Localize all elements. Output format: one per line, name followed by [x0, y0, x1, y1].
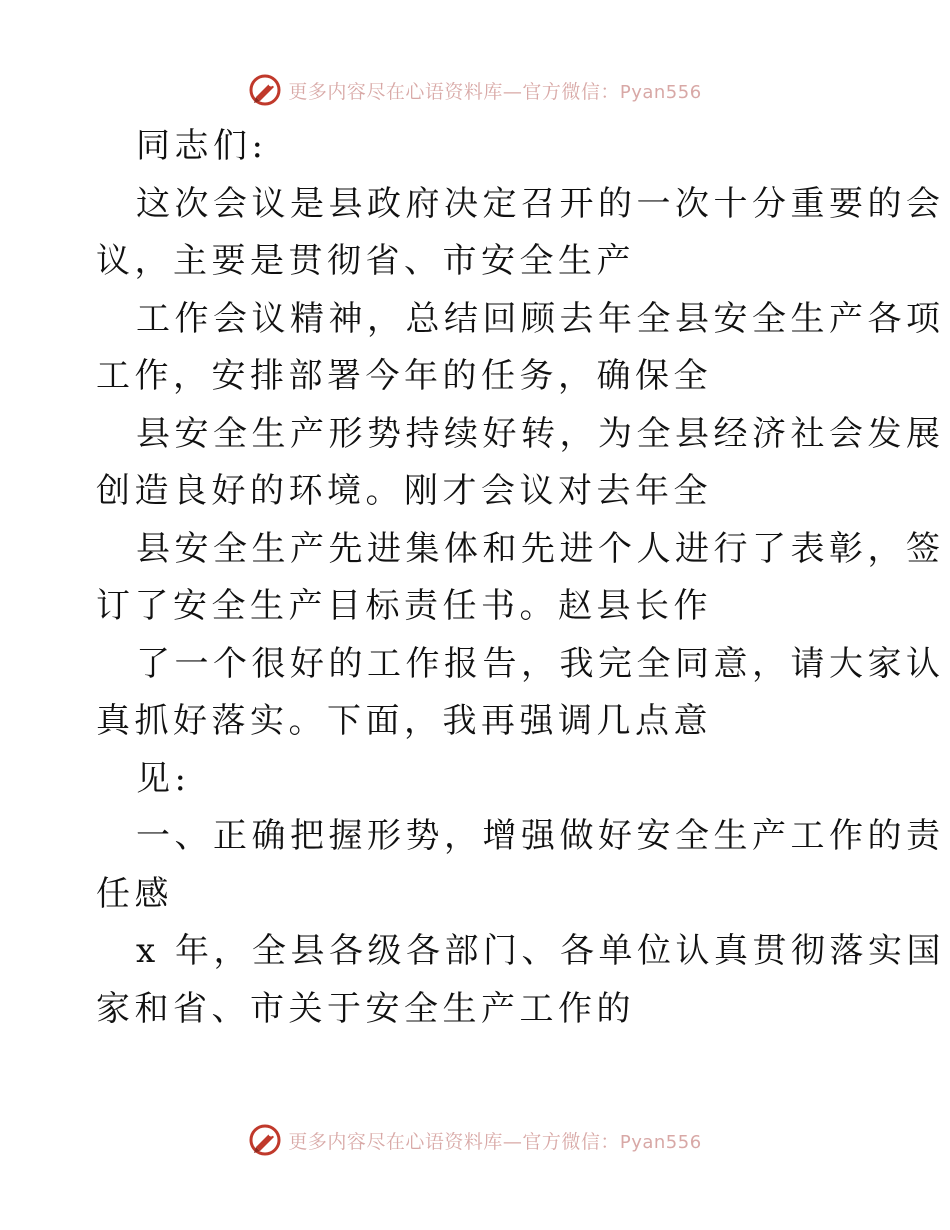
section-heading-line: 一、正确把握形势，增强做好安全生产工作的责 — [136, 816, 945, 856]
text-line: x 年，全县各级各部门、各单位认真贯彻落实国 — [136, 931, 945, 971]
text-line: 工作，安排部署今年的任务，确保全 — [96, 356, 712, 396]
section-heading-line: 任感 — [96, 873, 173, 914]
watermark-title: 更多内容尽在心语资料库 — [288, 80, 503, 103]
watermark-label: 官方微信： — [522, 1130, 620, 1153]
text-line: 议，主要是贯彻省、市安全生产 — [96, 241, 635, 281]
text-line: 了一个很好的工作报告，我完全同意，请大家认 — [136, 643, 945, 684]
text-line: 真抓好落实。下面，我再强调几点意 — [96, 701, 712, 741]
watermark-title: 更多内容尽在心语资料库 — [288, 1130, 503, 1153]
watermark-text — [288, 1127, 701, 1154]
document-body — [96, 118, 945, 1038]
text-line: 这次会议是县政府决定召开的一次十分重要的会 — [136, 183, 945, 224]
text-line: 订了安全生产目标责任书。赵县长作 — [96, 586, 712, 626]
text-line: 工作会议精神，总结回顾去年全县安全生产各项 — [136, 298, 945, 339]
watermark-text — [288, 77, 701, 104]
watermark-separator: — — [502, 1130, 523, 1153]
text-line: 县安全生产形势持续好转，为全县经济社会发展 — [136, 413, 945, 454]
pen-logo-icon — [248, 73, 282, 107]
watermark-wechat-id: Pyan556 — [619, 81, 702, 103]
pen-logo-icon — [248, 1123, 282, 1157]
text-line: 见: — [136, 758, 191, 799]
watermark-separator: — — [502, 80, 523, 103]
text-line: 同志们: — [136, 126, 268, 166]
header-watermark — [0, 70, 950, 110]
watermark-label: 官方微信： — [522, 80, 620, 103]
footer-watermark — [0, 1120, 950, 1160]
text-line: 创造良好的环境。刚才会议对去年全 — [96, 471, 712, 511]
text-line: 县安全生产先进集体和先进个人进行了表彰，签 — [136, 528, 945, 569]
text-line: 家和省、市关于安全生产工作的 — [96, 988, 635, 1029]
watermark-wechat-id: Pyan556 — [619, 1131, 702, 1153]
